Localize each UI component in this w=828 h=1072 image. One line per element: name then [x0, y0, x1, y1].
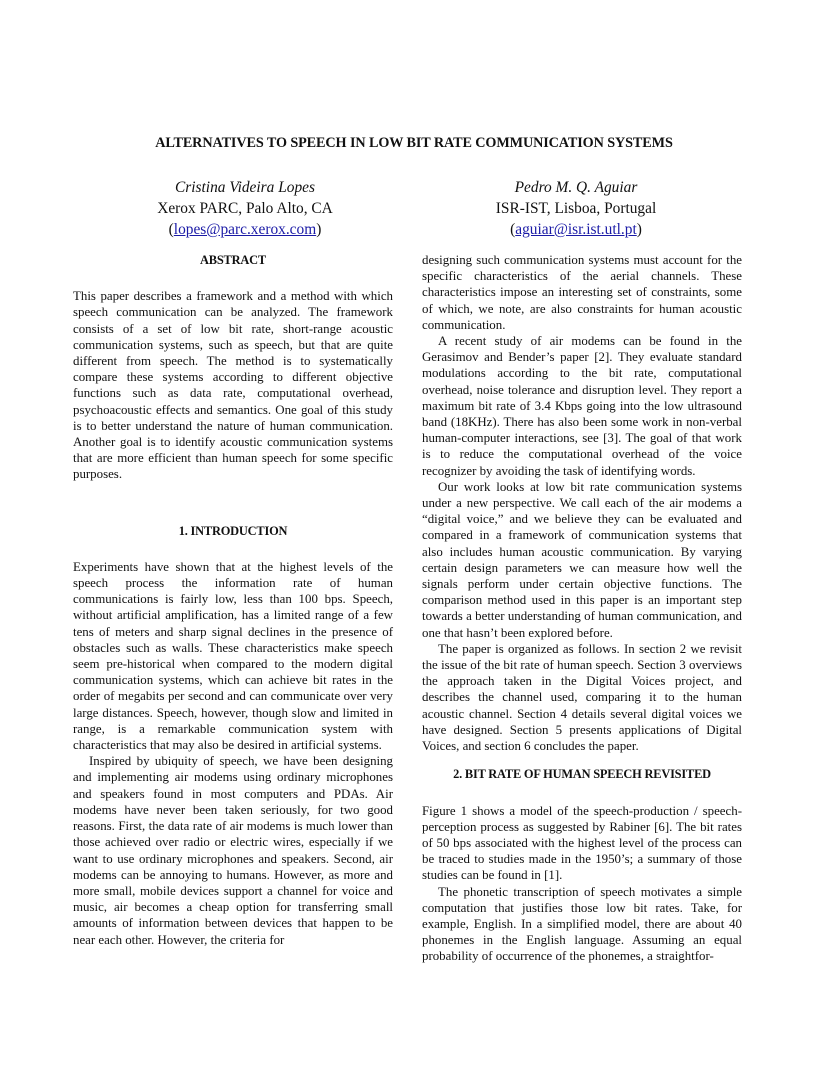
author-email-line: (lopes@parc.xerox.com) [168, 221, 322, 238]
author-block-2 [426, 177, 726, 240]
author-affiliation: ISR-IST, Lisboa, Portugal [495, 200, 657, 217]
abstract-heading: ABSTRACT [200, 253, 266, 267]
body-paragraph: Inspired by ubiquity of speech, we have been designing and implementing air modems using ordinary microphones and speakers found in most computers and PDAs. Air modems have never been taken seriously, for two good reasons. First, the data rate of air modems is much lower than those achieved over radio or electric wires, especially if we want to use ordinary microphones and speakers. Second, air modems can be annoying to humans. However, as more and more small, mobile devices support a channel for voice and music, air becomes a cheap option for transferring small amounts of information between devices that happen to be near each other. However, the criteria for [73, 754, 393, 947]
body-paragraph: A recent study of air modems can be found in the Gerasimov and Bender’s paper [2]. They evaluate standard modulations according to the bit rate, computational overhead, noise tolerance and disruption level. They report a maximum bit rate of 3.4 Kbps going into the low ultrasound band (18KHz). There has also been some work in non-verbal human-computer interactions, see [3]. The goal of that work is to reduce the computational overhead of the voice recognizer by avoiding the task of identifying words. [422, 334, 742, 478]
author-email-link[interactable]: lopes@parc.xerox.com [173, 221, 317, 238]
body-paragraph: Our work looks at low bit rate communication systems under a new perspective. We call each of the air modems a “digital voice,” and we believe they can be evaluated and compared in a framework of communication systems that also includes human acoustic communication. By varying certain design parameters we can measure how well the signals perform under certain objective functions. The comparison method used in this paper is an important step towards a better understanding of human communication, and one that hasn’t been explored before. [422, 479, 742, 640]
body-paragraph: Experiments have shown that at the highest levels of the speech process the information rate of human communications is fairly low, less than 100 bps. Speech, without artificial amplification, has a limited range of a few tens of meters and sharp signal declines in the presence of obstacles such as walls. These characteristics make speech seem pre-historical when compared to the modern digital communication systems, which can achieve bit rates in the order of megabits per second and can communicate over very large distances. Speech, however, though slow and limited in range, is a remarkable communication system with characteristics that may also be desired in artificial systems. [73, 559, 393, 753]
author-email-link[interactable]: aguiar@isr.ist.utl.pt [515, 221, 637, 238]
author-block-1 [95, 177, 395, 240]
author-name: Cristina Videira Lopes [175, 179, 315, 196]
author-name: Pedro M. Q. Aguiar [514, 179, 638, 196]
introduction-heading: 1. INTRODUCTION [178, 523, 288, 538]
body-paragraph: The phonetic transcription of speech motivates a simple computation that justifies those low bit rates. Take, for example, English. In a simplified model, there are about 40 phonemes in the English language. Assuming an equal probability of occurrence of the phonemes, a straightfor- [422, 884, 742, 964]
left-column [73, 252, 393, 948]
body-paragraph: Figure 1 shows a model of the speech-production / speech-perception process as suggested by Rabiner [6]. The bit rates of 50 bps associated with the highest level of the process can be traced to studies made in the 1950’s; a summary of those studies can be found in [1]. [422, 803, 742, 883]
author-affiliation: Xerox PARC, Palo Alto, CA [157, 200, 333, 217]
body-paragraph: The paper is organized as follows. In section 2 we revisit the issue of the bit rate of human speech. Section 3 overviews the approach taken in the Digital Voices project, and describes the channel used, comparing it to the human acoustic channel. Section 4 details several digital voices we have designed. Section 5 presents applications of Digital Voices, and section 6 concludes the paper. [422, 641, 742, 754]
section-2-heading: 2. BIT RATE OF HUMAN SPEECH REVISITED [453, 767, 711, 782]
right-column [422, 252, 742, 965]
paper-title: ALTERNATIVES TO SPEECH IN LOW BIT RATE COMMUNICATION SYSTEMS [155, 135, 673, 151]
abstract-text: This paper describes a framework and a method with which speech communication can be analyzed. The framework consists of a set of low bit rate, short-range acoustic communication systems, such as speech, but that are quite different from speech. The method is to systematically compare these systems according to different objective functions such as data rate, computational overhead, psychoacoustic effects and semantics. One goal of this study is to better understand the nature of human communication. Another goal is to identify acoustic communication systems that are more efficient than human speech for some specific purposes. [73, 289, 393, 482]
body-paragraph: designing such communication systems must account for the specific characteristics of the aerial channels. These characteristics impose an interesting set of constraints, some of which, we note, are also constraints for human acoustic communication. [422, 253, 742, 332]
author-email-line: (aguiar@isr.ist.utl.pt) [510, 221, 642, 238]
